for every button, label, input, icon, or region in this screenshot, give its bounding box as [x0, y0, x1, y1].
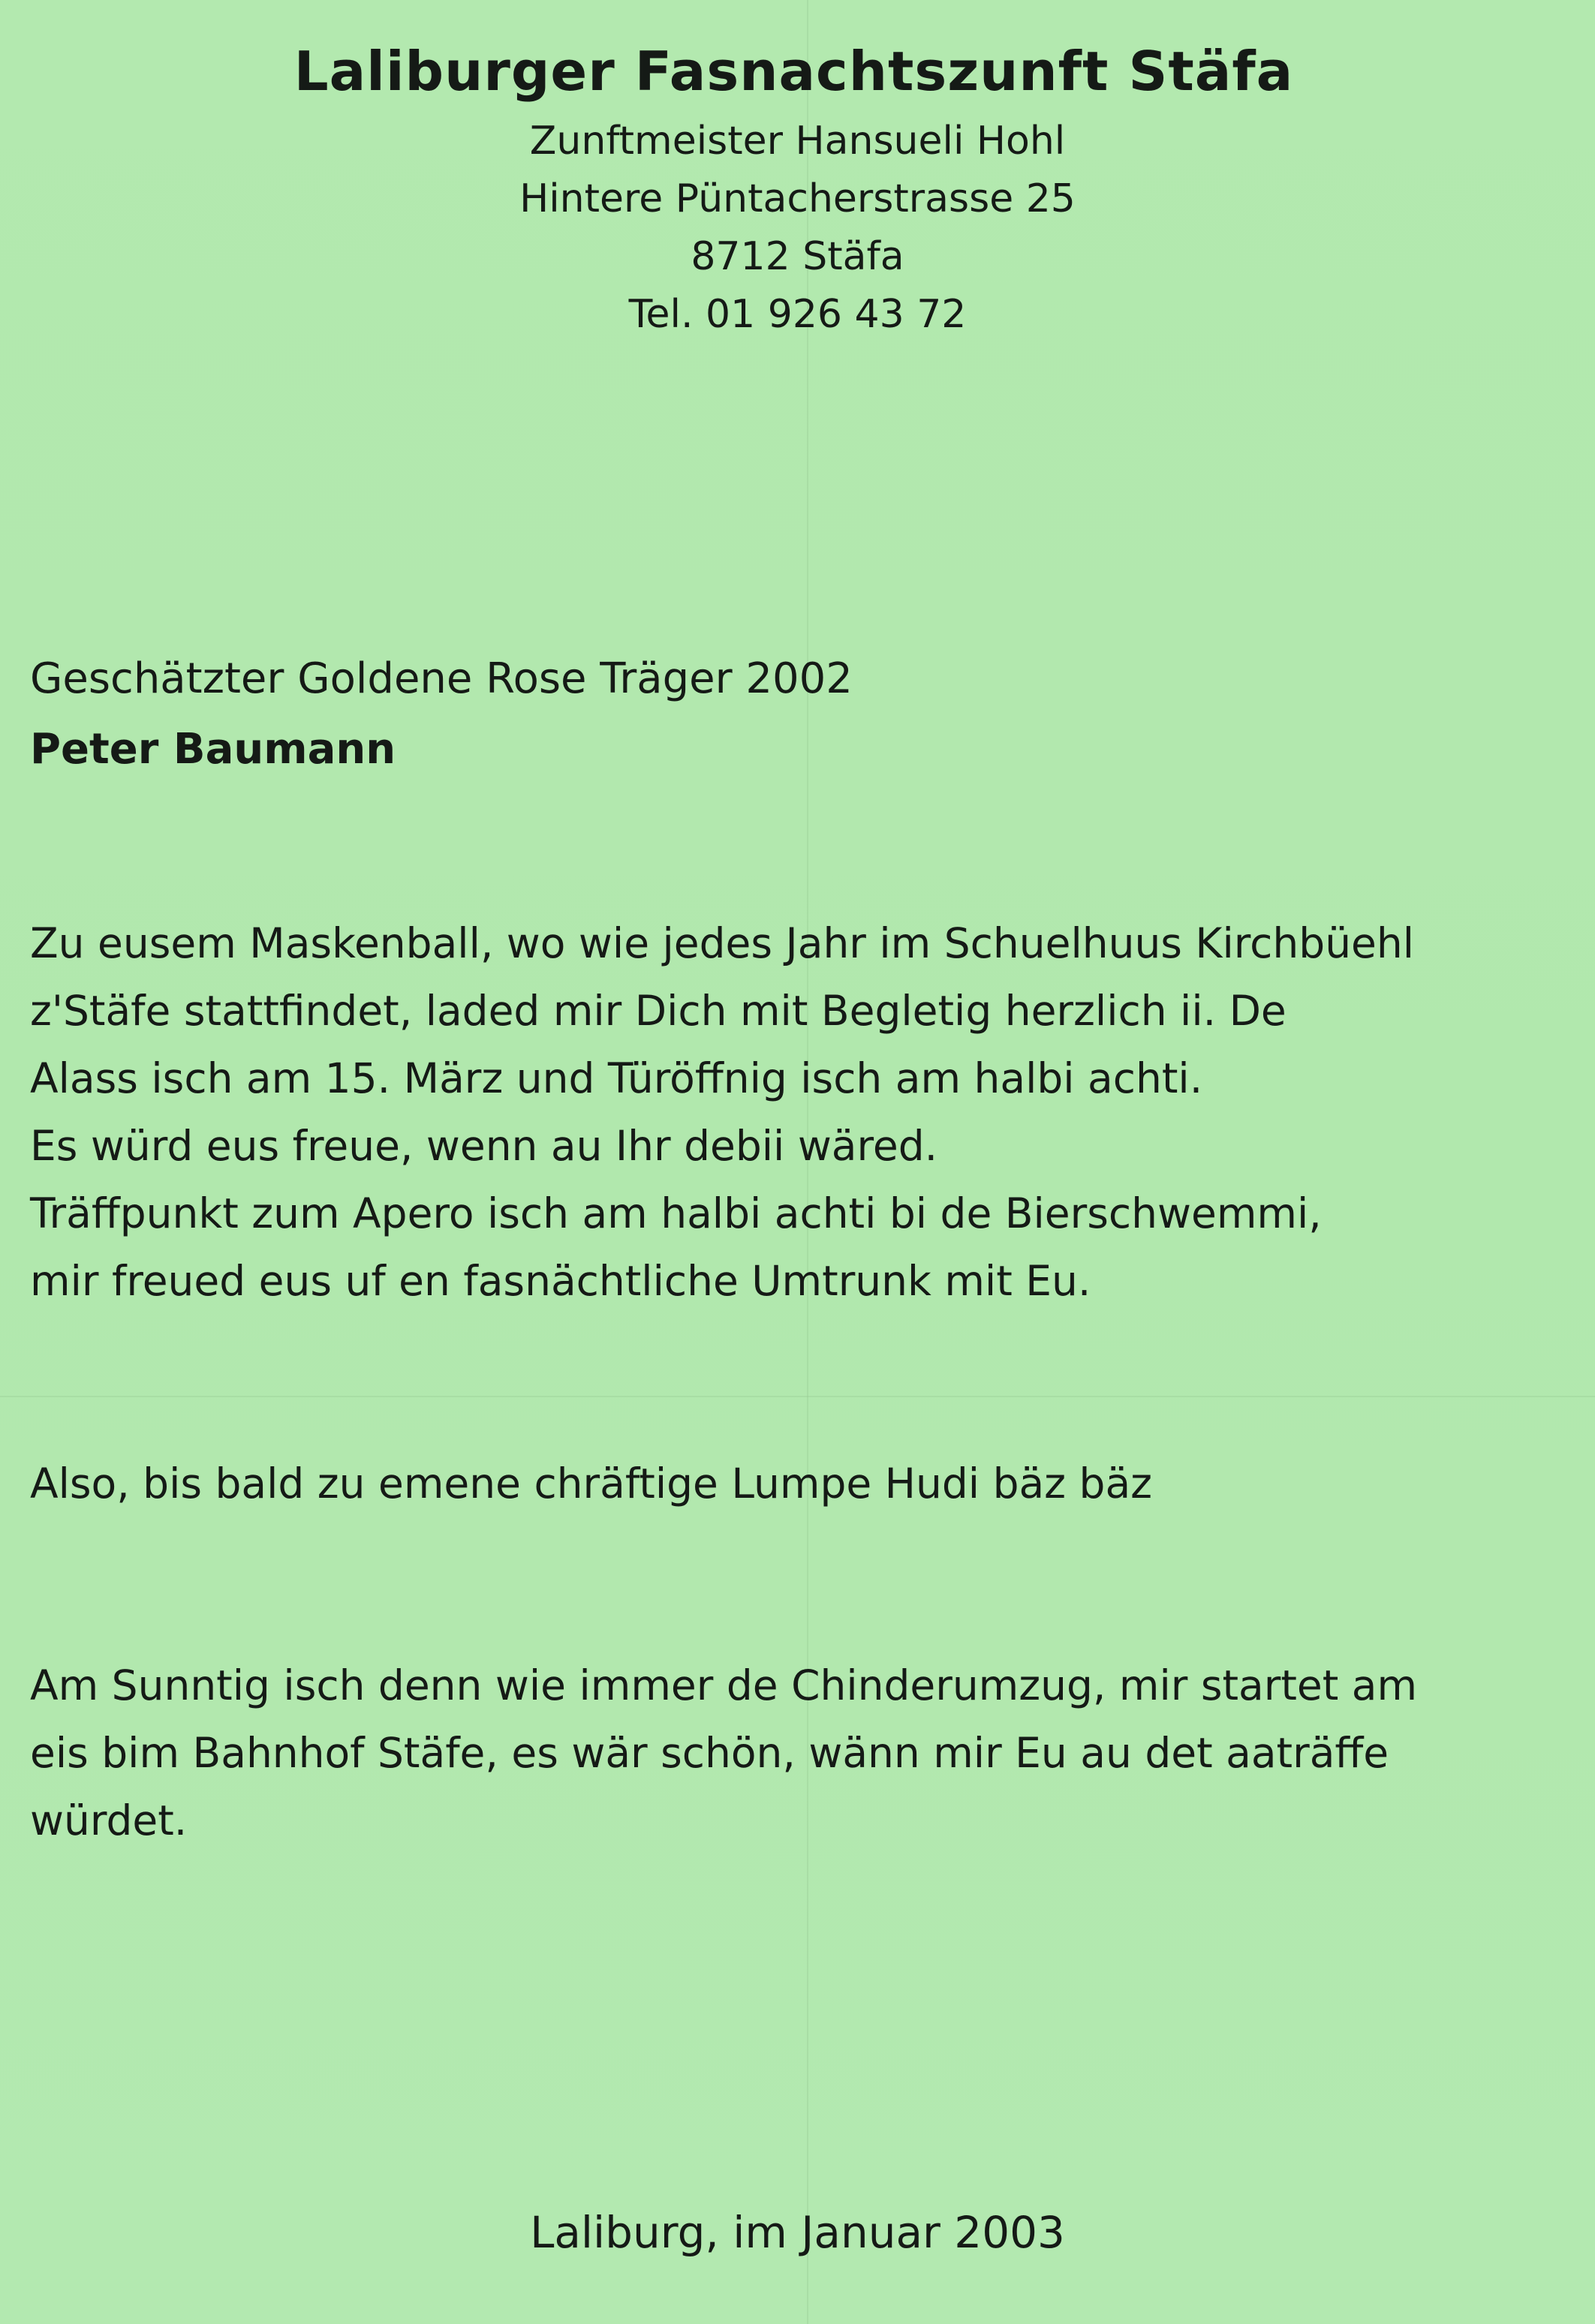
paragraph-line: Alass isch am 15. März und Türöffnig isch am halbi achti. [30, 1054, 1203, 1102]
salutation-line: Geschätzter Goldene Rose Träger 2002 [30, 654, 853, 703]
paragraph-line: Zu eusem Maskenball, wo wie jedes Jahr im Schuelhuus Kirchbüehl [30, 919, 1415, 967]
zunftmeister-line: Zunftmeister Hansueli Hohl [529, 119, 1066, 164]
organization-name: Laliburger Fasnachtszunft Stäfa [293, 40, 1294, 103]
place-date-closing: Laliburg, im Januar 2003 [530, 2207, 1065, 2258]
paragraph-line: Es würd eus freue, wenn au Ihr debii wäred. [30, 1122, 938, 1170]
postal-city: 8712 Stäfa [691, 234, 904, 279]
paragraph-line: Am Sunntig isch denn wie immer de Chinderumzug, mir startet am [30, 1661, 1418, 1709]
body-paragraph-farewell [30, 1450, 1576, 1517]
paragraph-line: mir freued eus uf en fasnächtliche Umtrunk mit Eu. [30, 1257, 1091, 1305]
fold-line-horizontal [0, 1396, 1595, 1397]
paragraph-line: Träffpunkt zum Apero isch am halbi achti bi de Bierschwemmi, [30, 1189, 1322, 1237]
paragraph-line: würdet. [30, 1796, 188, 1844]
recipient-name: Peter Baumann [30, 725, 396, 774]
body-paragraph-invitation [30, 909, 1576, 1315]
letterhead [0, 30, 1595, 344]
street-address: Hintere Püntacherstrasse 25 [519, 176, 1076, 221]
paragraph-line: z'Stäfe stattfindet, laded mir Dich mit Begletig herzlich ii. De [30, 987, 1287, 1035]
phone-number: Tel. 01 926 43 72 [628, 292, 967, 337]
paragraph-line: Also, bis bald zu emene chräftige Lumpe Hudi bäz bäz [30, 1460, 1153, 1508]
salutation [30, 644, 853, 785]
paragraph-line: eis bim Bahnhof Stäfe, es wär schön, wänn mir Eu au det aaträffe [30, 1729, 1389, 1777]
body-paragraph-parade [30, 1652, 1576, 1854]
